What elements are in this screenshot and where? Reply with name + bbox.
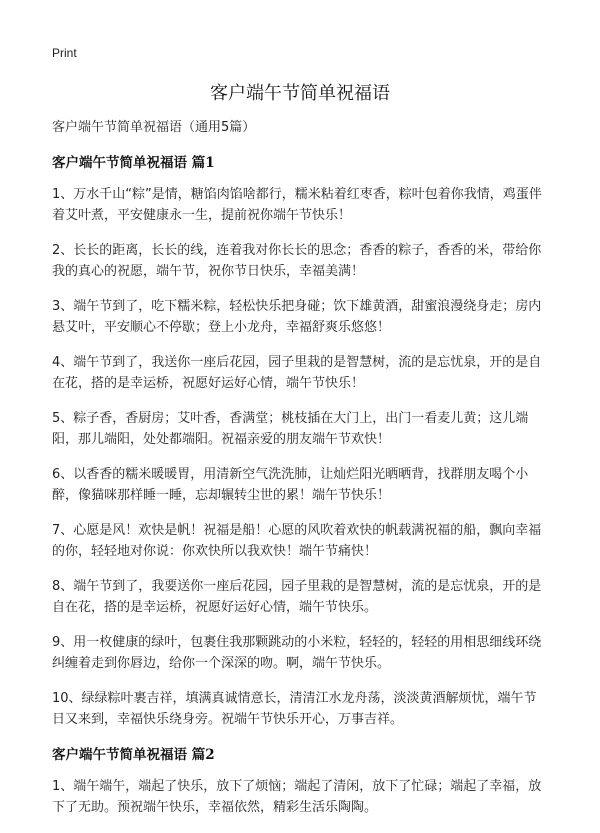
document-subtitle: 客户端午节简单祝福语（通用5篇） [52, 120, 256, 135]
section-heading: 客户端午节简单祝福语 篇1 [52, 155, 215, 171]
paragraph: 2、长长的距离，长长的线，连着我对你长长的思念；香香的粽子，香香的米，带给你我的真心的祝愿，端午节，祝你节日快乐，幸福美满！ [52, 243, 542, 279]
paragraph: 1、万水千山“粽”是情，糖馅肉馅啥都行，糯米粘着红枣香，粽叶包着你我情，鸡蛋伴着艾叶煮，平安健康永一生，提前祝你端午节快乐！ [52, 187, 542, 223]
section-1 [52, 153, 548, 730]
paragraph: 1、端午端午，端起了快乐，放下了烦恼；端起了清闲，放下了忙碌；端起了幸福，放下了无助。预祝端午快乐，幸福依然，精彩生活乐陶陶。 [52, 779, 542, 815]
paragraph: 6、以香香的糯米暖暖胃，用清新空气洗洗肺，让灿烂阳光晒晒背，找群朋友喝个小醉，像猫咪那样睡一睡，忘却辗转尘世的累！端午节快乐！ [52, 467, 529, 503]
paragraph: 4、端午节到了，我送你一座后花园，园子里栽的是智慧树，流的是忘忧泉，开的是自在花，搭的是幸运桥，祝愿好运好心情，端午节快乐！ [52, 355, 542, 391]
paragraph: 3、端午节到了，吃下糯米粽，轻松快乐把身碰；饮下雄黄酒，甜蜜浪漫绕身走；房内悬艾叶，平安顺心不停歇；登上小龙舟，幸福舒爽乐悠悠！ [52, 299, 542, 335]
document-body [52, 118, 548, 833]
page-title: 客户端午节简单祝福语 [210, 83, 390, 104]
paragraph: 7、心愿是风！欢快是帆！祝福是船！心愿的风吹着欢快的帆载满祝福的船，飘向幸福的你，轻轻地对你说：你欢快所以我欢快！端午节痛快！ [52, 523, 542, 559]
paragraph: 10、绿绿粽叶裹吉祥，填满真诚情意长，清清江水龙舟荡，淡淡黄酒解烦忧，端午节日又来到，幸福快乐绕身旁。祝端午节快乐开心，万事吉祥。 [52, 691, 537, 727]
paragraph: 8、端午节到了，我要送你一座后花园，园子里栽的是智慧树，流的是忘忧泉，开的是自在花，搭的是幸运桥，祝愿好运好心情，端午节快乐。 [52, 579, 542, 615]
print-link[interactable]: Print [52, 46, 77, 60]
paragraph: 5、粽子香，香厨房；艾叶香，香满堂；桃枝插在大门上，出门一看麦儿黄；这儿端阳，那儿端阳，处处都端阳。祝福亲爱的朋友端午节欢快！ [52, 411, 529, 447]
section-heading: 客户端午节简单祝福语 篇2 [52, 747, 215, 763]
paragraph: 9、用一枚健康的绿叶，包裹住我那颗跳动的小米粒，轻轻的，轻轻的用相思细线环绕纠缠着走到你唇边，给你一个深深的吻。啊，端午节快乐。 [52, 635, 542, 671]
section-2 [52, 745, 548, 818]
